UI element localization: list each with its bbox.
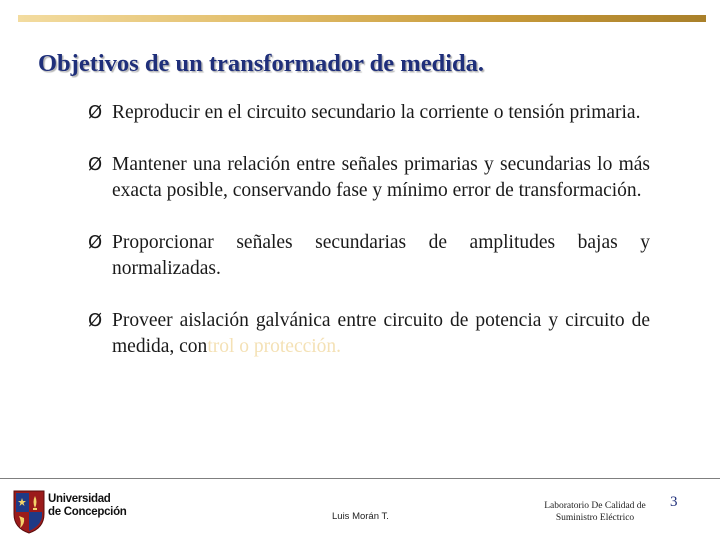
bullet-arrow-icon: Ø — [88, 102, 103, 123]
footer-divider — [0, 478, 720, 479]
university-crest-icon — [14, 491, 44, 533]
bullet-arrow-icon: Ø — [88, 154, 103, 175]
bullet-item — [88, 308, 650, 360]
bullet-item — [88, 100, 650, 126]
page-number: 3 — [670, 494, 678, 510]
author-name: Luis Morán T. — [332, 511, 389, 522]
bullet-text: Proporcionar señales secundarias de amplitudes bajas y normalizadas. — [112, 232, 650, 279]
bullet-item — [88, 230, 650, 282]
lab-name — [532, 500, 658, 524]
university-wordmark — [48, 493, 127, 519]
bullet-arrow-icon: Ø — [88, 232, 103, 253]
lab-line-2: Suministro Eléctrico — [555, 513, 635, 523]
bullet-arrow-icon: Ø — [88, 310, 103, 331]
logo-line-2: de Concepción — [48, 506, 127, 518]
logo-line-1: Universidad — [48, 493, 111, 505]
bullet-text: Reproducir en el circuito secundario la corriente o tensión primaria. — [112, 102, 641, 123]
bullet-list — [88, 100, 650, 386]
bullet-text-faded: trol o protección. — [207, 336, 342, 357]
bullet-text: Proveer aislación galvánica entre circuito de potencia y circuito de medida, con — [112, 310, 650, 357]
bullet-item — [88, 152, 650, 204]
slide-title: Objetivos de un transformador de medida. — [38, 50, 485, 77]
lab-line-1: Laboratorio De Calidad de — [544, 501, 646, 511]
bullet-text: Mantener una relación entre señales primarias y secundarias lo más exacta posible, conservando fase y mínimo error de transformación. — [112, 154, 650, 201]
top-decorative-bar — [18, 15, 706, 22]
